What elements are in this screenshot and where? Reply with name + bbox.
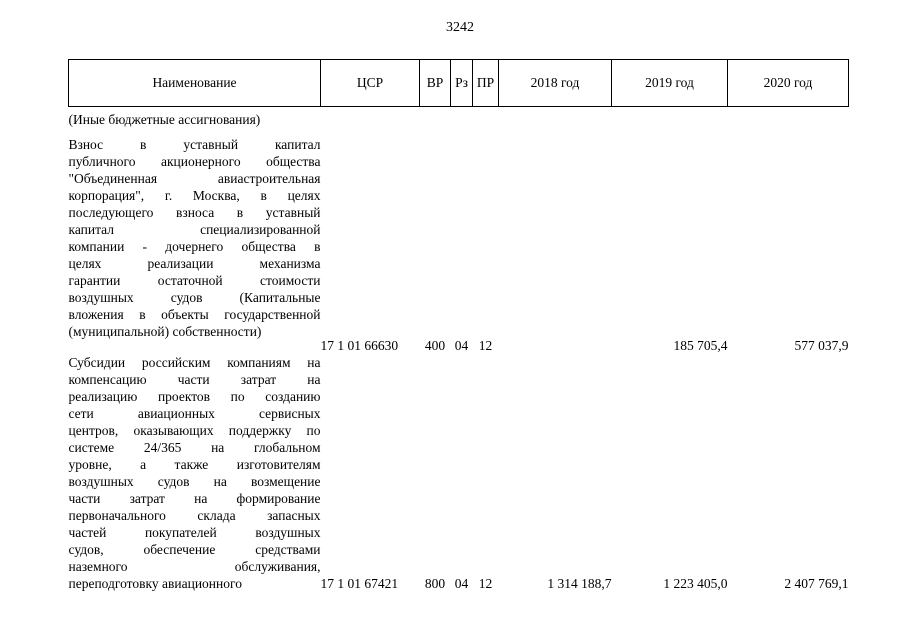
row-name-line: (муниципальной) собственности) bbox=[68, 324, 262, 339]
row-name-line: последующего взноса в уставный bbox=[68, 205, 321, 220]
note-row bbox=[69, 107, 849, 137]
row-name bbox=[69, 354, 321, 592]
row-pr-code: 12 bbox=[478, 338, 493, 353]
row-name-line: публичного акционерного общества bbox=[68, 154, 321, 169]
row-name-line: частей покупателей воздушных bbox=[68, 525, 321, 540]
row-rz-code: 04 bbox=[454, 576, 469, 591]
row-name-line: реализацию проектов по созданию bbox=[68, 389, 321, 404]
row-name-line: корпорация", г. Москва, в целях bbox=[68, 188, 321, 203]
header-2018: 2018 год bbox=[499, 60, 612, 107]
header-name: Наименование bbox=[69, 60, 321, 107]
row-name-line: компании - дочернего общества в bbox=[68, 239, 321, 254]
page-number: 3242 bbox=[446, 20, 474, 35]
row-name-line: части затрат на формирование bbox=[68, 491, 321, 506]
header-vr: ВР bbox=[420, 60, 451, 107]
row-name-line: уровне, а также изготовителям bbox=[68, 457, 321, 472]
row-name-line: "Объединенная авиастроительная bbox=[68, 171, 321, 186]
header-2019: 2019 год bbox=[612, 60, 728, 107]
row-name-line: судов, обеспечение средствами bbox=[68, 542, 321, 557]
row-vr-code: 800 bbox=[424, 576, 446, 591]
row-amount-2019: 185 705,4 bbox=[673, 338, 728, 353]
row-name-line: компенсацию части затрат на bbox=[68, 372, 321, 387]
row-vr-code: 400 bbox=[424, 338, 446, 353]
table-header-row bbox=[69, 60, 849, 107]
row-amount-2020: 2 407 769,1 bbox=[784, 576, 849, 591]
row-name-line: воздушных судов на возмещение bbox=[68, 474, 321, 489]
row-name-line: системе 24/365 на глобальном bbox=[68, 440, 321, 455]
row-name-line: переподготовку авиационного bbox=[68, 576, 242, 591]
budget-table bbox=[68, 59, 849, 592]
row-name-line: капитал специализированной bbox=[68, 222, 321, 237]
row-rz-code: 04 bbox=[454, 338, 469, 353]
header-2020: 2020 год bbox=[728, 60, 849, 107]
header-csr: ЦСР bbox=[321, 60, 420, 107]
row-csr-code: 17 1 01 66630 bbox=[320, 338, 399, 353]
table-row bbox=[69, 136, 849, 354]
row-name-line: Взнос в уставный капитал bbox=[68, 137, 321, 152]
row-name bbox=[69, 136, 321, 354]
table-row bbox=[69, 354, 849, 592]
row-name-line: Субсидии российским компаниям на bbox=[68, 355, 321, 370]
header-rz: Рз bbox=[451, 60, 473, 107]
budget-allocation-note: (Иные бюджетные ассигнования) bbox=[68, 112, 261, 127]
row-csr-code: 17 1 01 67421 bbox=[320, 576, 399, 591]
row-amount-2020: 577 037,9 bbox=[794, 338, 849, 353]
row-amount-2019: 1 223 405,0 bbox=[663, 576, 728, 591]
header-pr: ПР bbox=[473, 60, 499, 107]
row-name-line: воздушных судов (Капитальные bbox=[68, 290, 321, 305]
row-name-line: вложения в объекты государственной bbox=[68, 307, 321, 322]
row-name-line: целях реализации механизма bbox=[68, 256, 321, 271]
row-name-line: центров, оказывающих поддержку по bbox=[68, 423, 321, 438]
row-name-line: первоначального склада запасных bbox=[68, 508, 321, 523]
row-name-line: наземного обслуживания, bbox=[68, 559, 321, 574]
row-name-line: гарантии остаточной стоимости bbox=[68, 273, 321, 288]
row-amount-2018 bbox=[499, 136, 612, 354]
row-amount-2018: 1 314 188,7 bbox=[547, 576, 612, 591]
row-name-line: сети авиационных сервисных bbox=[68, 406, 321, 421]
row-pr-code: 12 bbox=[478, 576, 493, 591]
